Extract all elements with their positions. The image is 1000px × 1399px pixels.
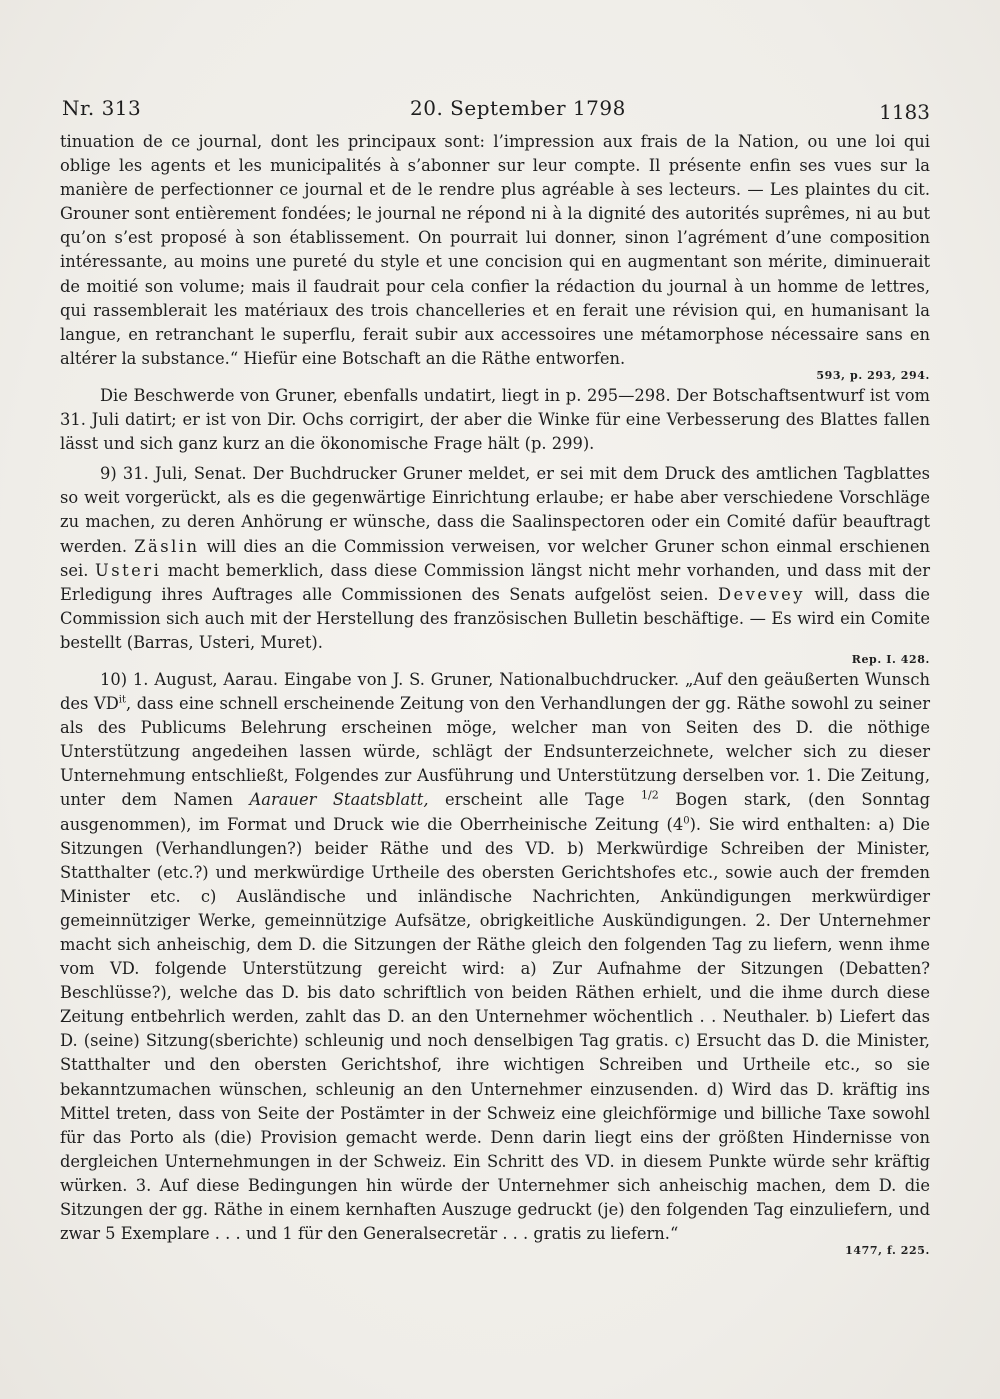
speaker-name: Zäslin [134, 536, 200, 556]
source-reference: 1477, f. 225. [845, 1244, 930, 1258]
source-reference: Rep. I. 428. [851, 652, 930, 666]
paragraph-continuation: tinuation de ce journal, dont les principaux sont: l’impression aux frais de la Nation, ou une loi qui oblige les agents et les municipalités à s’abonner sur leur compte. Il présente enfin ses vues sur la manière de perfectionner ce journal et de le rendre plus agréable à ses lecteurs. — Les plaintes du cit. Grouner sont entièrement fondées; le journal ne répond ni à la dignité des autorités suprêmes, ni au but qu’on s’est proposé à son établissement. On pourrait lui donner, sinon l’agrément d’une composition intéressante, au moins une pureté du style et une concision qui en augmentant son mérite, diminuerait de moitié son volume; mais il faudrait pour cela confier la rédaction du journal à un homme de lettres, qui rassemblerait les matériaux des trois chancelleries et en ferait une révision qui, en humanisant la langue, en retranchant le superflu, ferait subir aux accessoires une métamorphose nécessaire sans en altérer la substance.“ Hiefür eine Botschaft an die Räthe entworfen. [60, 132, 930, 368]
fraction: 1/2 [640, 789, 659, 803]
document-date: 20. September 1798 [410, 96, 626, 120]
paragraph-entry-10: 10) 1. August, Aarau. Eingabe von J. S. Gruner, Nationalbuchdrucker. „Auf den geäußerten Wunsch des $VD^{it}$, dass eine schnell erscheinende Zeitung von den Verhandlungen der gg. Räthe sowohl zu seiner als des Publicums Belehrung erscheinen möge, welcher man von Seiten des D. die nöthige Unterstützung angedeihen lassen würde, schlägt der Endsunterzeichnete, welcher sich zu dieser Unternehmung entschließt, Folgendes zur Ausführung und Unterstützung derselben vor. 1. Die Zeitung, unter dem Namen Aarauer Staatsblatt, erscheint alle Tage $^{1/2}$ Bogen stark, (den Sonntag ausgenommen), im Format und Druck wie die Oberrheinische Zeitung $(4^0)$. Sie wird enthalten: a) Die Sitzungen (Verhandlungen?) beider Räthe und des VD. b) Merkwürdige Schreiben der Minister, Statthalter (etc.?) und merkwürdige Urtheile des obersten Gerichtshofes etc., sowie auch der fremden Minister etc. c) Ausländische und inländische Nachrichten, Ankündigungen merkwürdiger gemeinnütziger Werke, gemeinnützige Aufsätze, obrigkeitliche Auskündigungen. 2. Der Unternehmer macht sich anheischig, dem D. die Sitzungen der Räthe gleich den folgenden Tag zu liefern, wenn ihme vom VD. folgende Unterstützung gereicht wird: a) Zur Aufnahme der Sitzungen (Debatten? Beschlüsse?), welche das D. bis dato schriftlich von beiden Räthen erhielt, und die ihme durch diese Zeitung entbehrlich werden, zahlt das D. an den Unternehmer wöchentlich . . Neuthaler. b) Liefert das D. (seine) Sitzung(sberichte) schleunig und noch denselbigen Tag gratis. c) Ersucht das D. die Minister, Statthalter und den obersten Gerichtshof, ihre wichtigen Schreiben und Urtheile etc., so sie bekanntzumachen wünschen, schleunig an den Unternehmer einzusenden. d) Wird das D. kräftig ins Mittel treten, dass von Seite der Postämter in der Schweiz eine gleichförmige und billiche Taxe sowohl für das Porto als (die) Provision gemacht werde. Denn darin liegt eins der größten Hindernisse von dergleichen Unternehmungen in der Schweiz. Ein Schritt des VD. in diesem Punkte würde sehr kräftig würken. 3. Auf diese Bedingungen hin würde der Unternehmer sich anheischig machen, dem D. die Sitzungen der gg. Räthe in einem kernhaften Auszuge gedruckt (je) den folgenden Tag einzuliefern, und zwar 5 Exemplare . . . und 1 für den Generalsecretär . . . gratis zu liefern.“ [60, 669, 931, 1244]
newspaper-title: Aarauer Staatsblatt, [249, 790, 429, 810]
page-number: 1183 [879, 100, 930, 124]
page-header [62, 96, 930, 126]
speaker-name: Usteri [95, 560, 162, 580]
superscript-degree: 0 [683, 815, 690, 827]
paragraph-beschwerde: Die Beschwerde von Gruner, ebenfalls undatirt, liegt in p. 295—298. Der Botschaftsentwurf ist vom 31. Juli datirt; er ist von Dir. Ochs corrigirt, der aber die Winke für eine Verbesserung des Blattes fallen lässt und sich ganz kurz an die ökonomische Frage hält (p. 299). [60, 385, 930, 454]
superscript: it [118, 694, 126, 706]
source-reference: 593, p. 293, 294. [816, 368, 930, 382]
document-number: Nr. 313 [62, 96, 142, 120]
document-body [60, 130, 930, 1259]
speaker-name: Devevey [717, 584, 806, 604]
paragraph-entry-9: 9) 31. Juli, Senat. Der Buchdrucker Gruner meldet, er sei mit dem Druck des amtlichen Tagblattes so weit vorgerückt, als es die gegenwärtige Einrichtung erlaube; er habe aber verschiedene Vorschläge zu machen, zu deren Anhörung er wünsche, dass die Saalinspectoren oder ein Comité dafür beauftragt werden. Zäslin will dies an die Commission verweisen, vor welcher Gruner schon einmal erschienen sei. Usteri macht bemerklich, dass diese Commission längst nicht mehr vorhanden, und dass mit der Erledigung ihres Auftrages alle Commissionen des Senats aufgelöst seien. Devevey will, dass die Commission sich auch mit der Herstellung des französischen Bulletin beschäftige. — Es wird ein Comite bestellt (Barras, Usteri, Muret). [60, 464, 930, 652]
